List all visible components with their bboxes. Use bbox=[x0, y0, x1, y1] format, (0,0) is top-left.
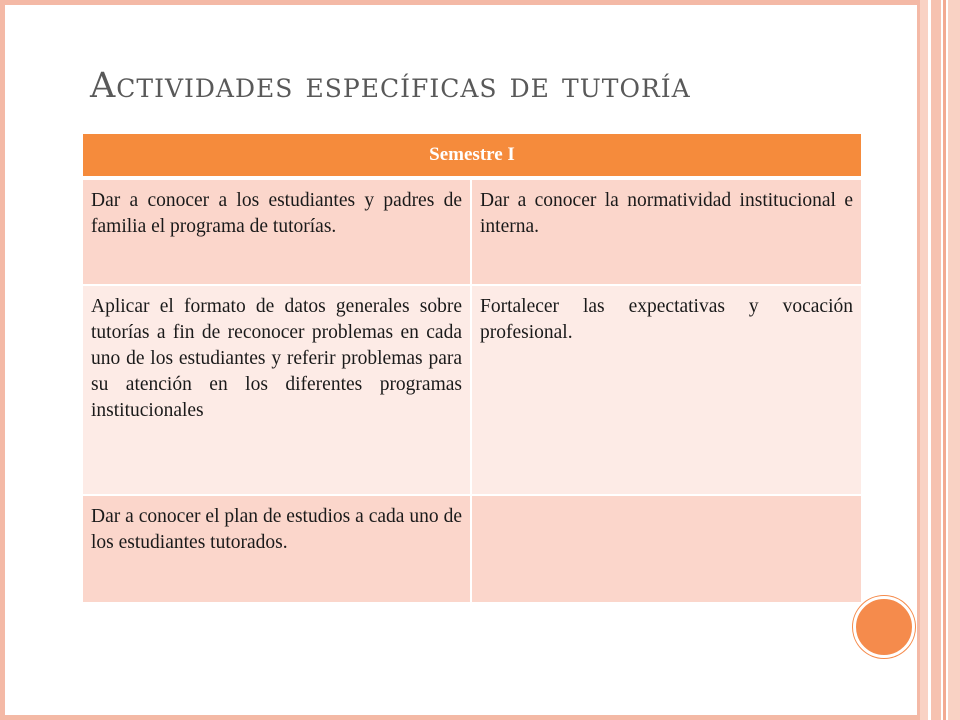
table-row bbox=[83, 495, 861, 602]
decorative-circle bbox=[853, 596, 915, 658]
decorative-stripe bbox=[948, 0, 960, 720]
table-cell: Aplicar el formato de datos generales sobre tutorías a fin de reconocer problemas en cada uno de los estudiantes y referir problemas para su atención en los diferentes programas institucionales bbox=[83, 285, 471, 495]
semester-header: Semestre I bbox=[83, 134, 861, 178]
decorative-stripe bbox=[920, 0, 928, 720]
slide-title: Actividades específicas de tutoría bbox=[90, 66, 691, 106]
tutoring-activities-table bbox=[83, 134, 861, 602]
table-row bbox=[83, 285, 861, 495]
table-header-row bbox=[83, 134, 861, 178]
table-row bbox=[83, 178, 861, 285]
table-cell bbox=[471, 495, 861, 602]
decorative-stripe bbox=[931, 0, 941, 720]
table-cell: Fortalecer las expectativas y vocación profesional. bbox=[471, 285, 861, 495]
table-cell: Dar a conocer a los estudiantes y padres de familia el programa de tutorías. bbox=[83, 178, 471, 285]
table-cell: Dar a conocer la normatividad institucional e interna. bbox=[471, 178, 861, 285]
table-cell: Dar a conocer el plan de estudios a cada uno de los estudiantes tutorados. bbox=[83, 495, 471, 602]
